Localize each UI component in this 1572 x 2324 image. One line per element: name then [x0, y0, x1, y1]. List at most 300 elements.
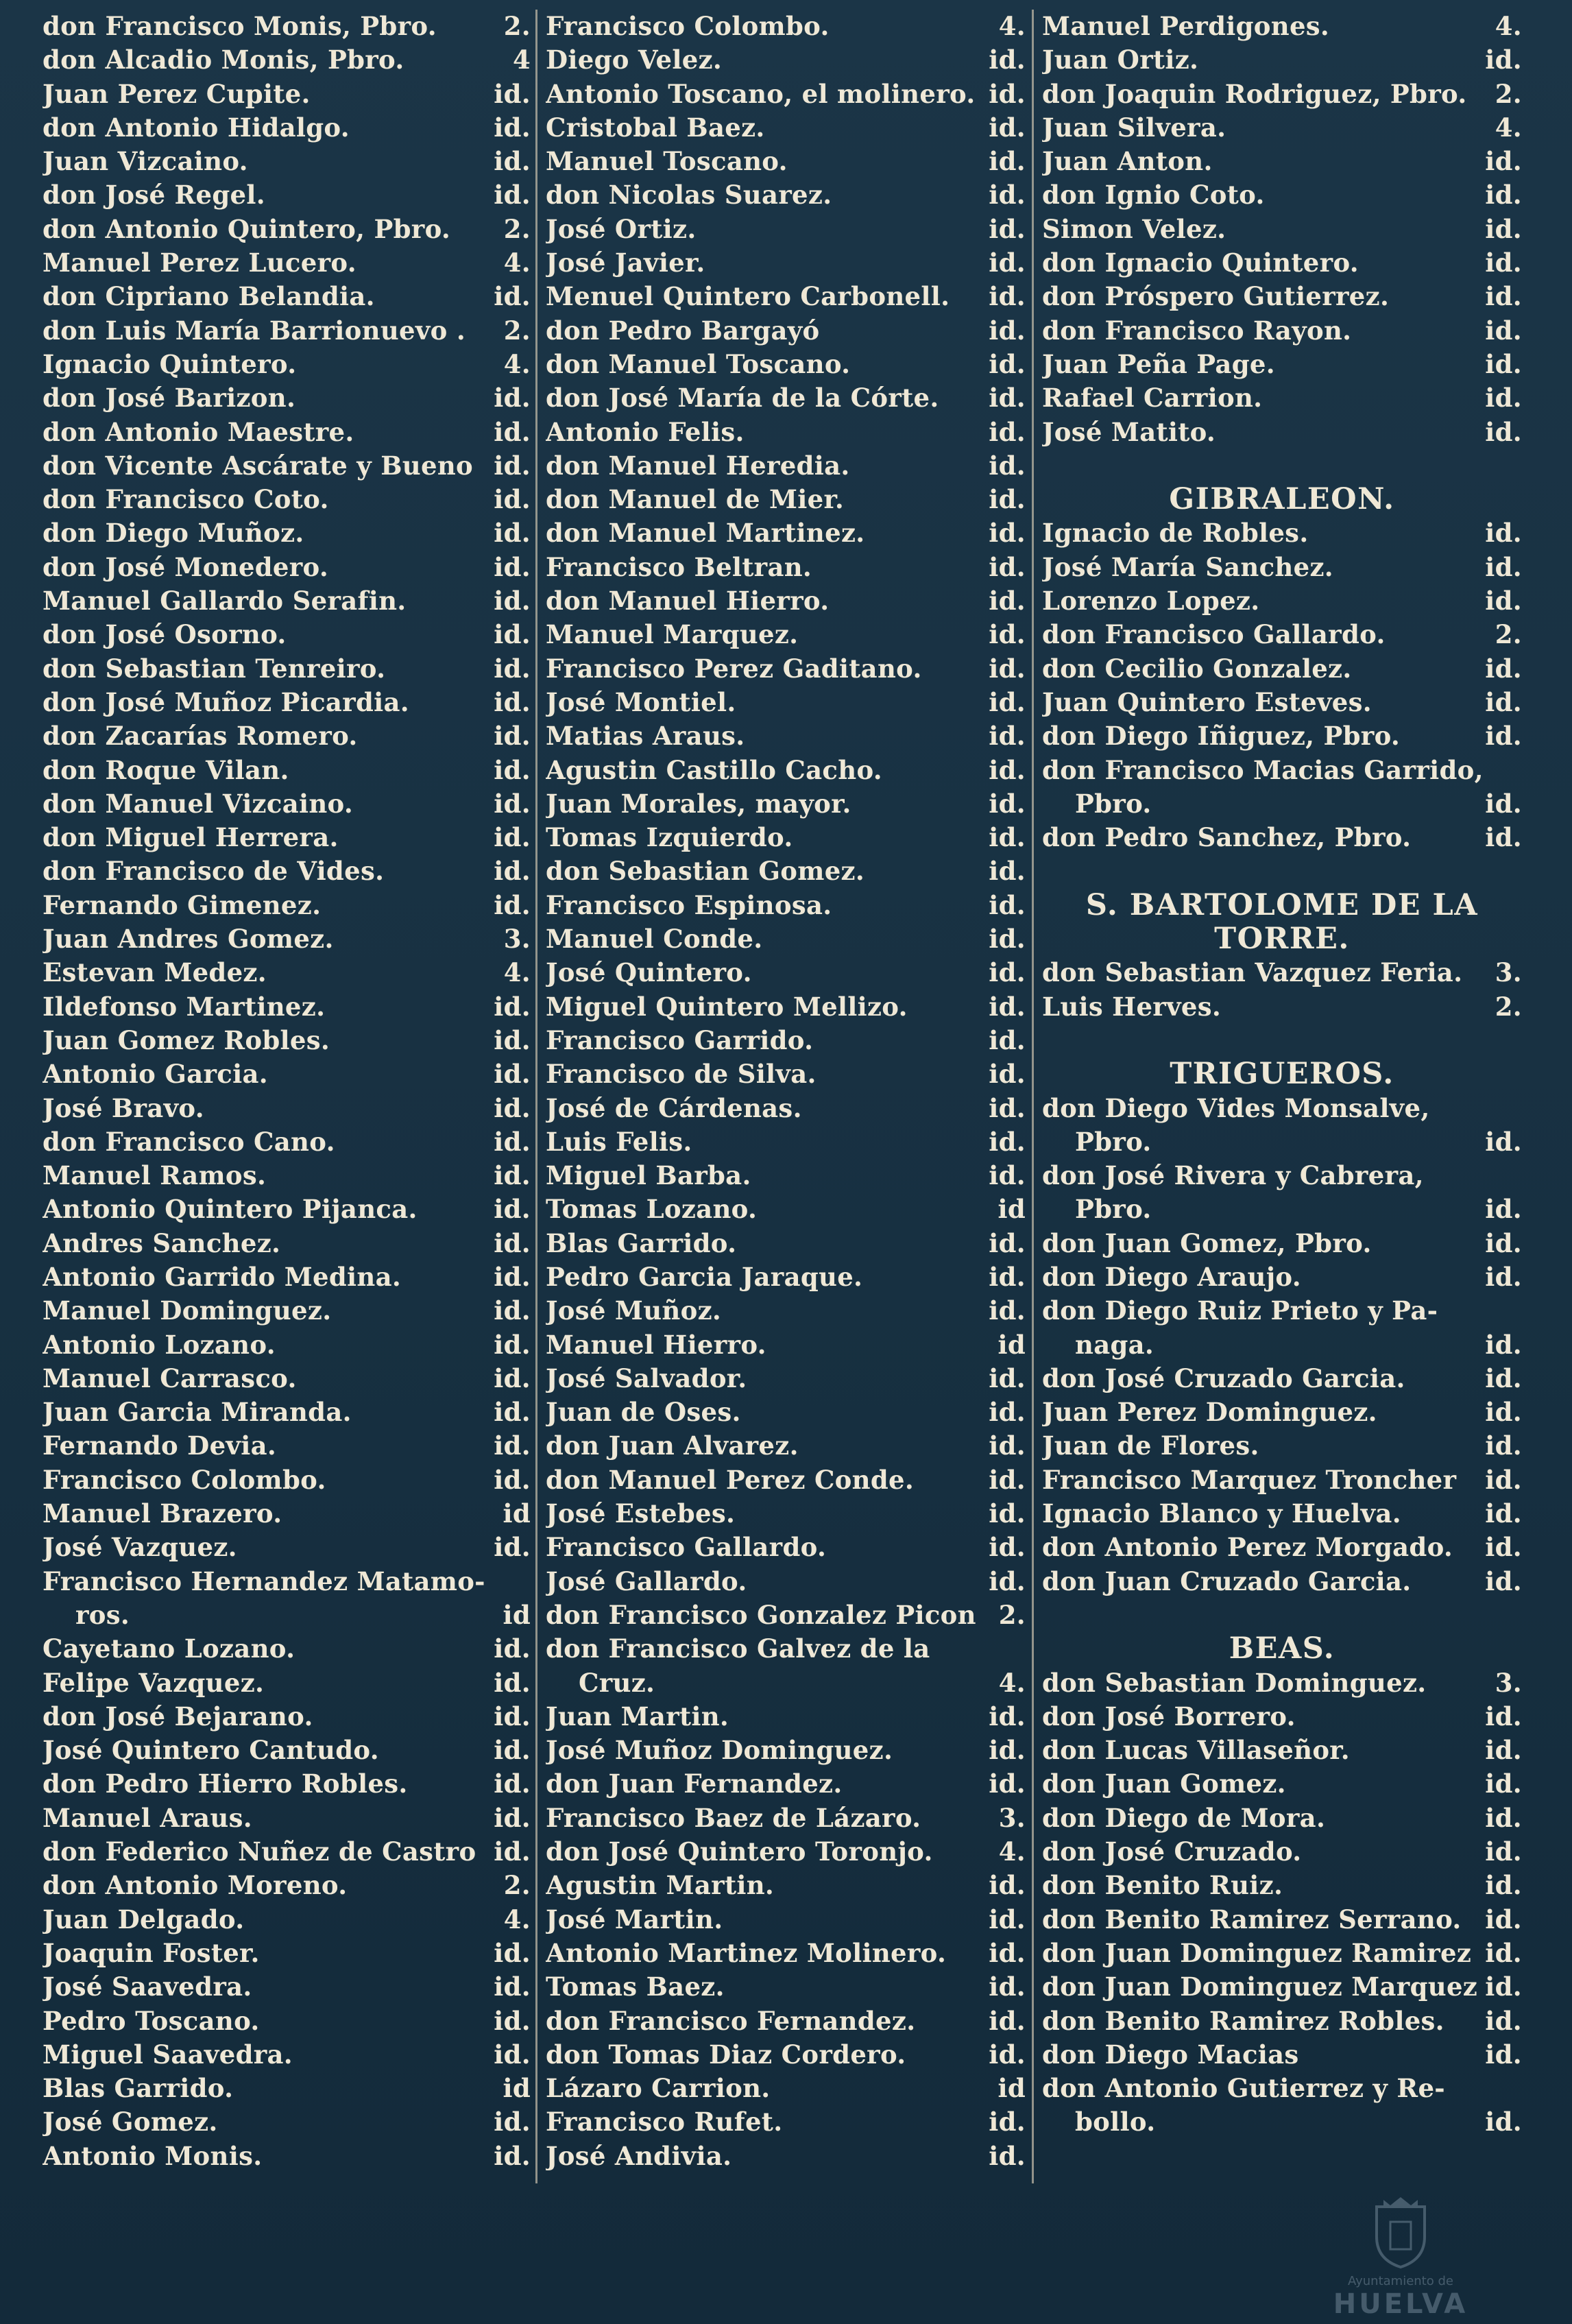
person-name: Ignacio Blanco y Huelva.	[1042, 1498, 1401, 1529]
person-name: don Sebastian Tenreiro.	[43, 653, 386, 684]
person-name: Juan Quintero Esteves.	[1042, 686, 1372, 717]
person-name: don Luis María Barrionuevo .	[43, 315, 466, 346]
quantity: 4.	[998, 1667, 1026, 1698]
quantity: id.	[494, 1295, 531, 1326]
quantity: id.	[1485, 1194, 1522, 1225]
person-name: don Diego Muñoz.	[43, 518, 304, 549]
person-name: don Nicolas Suarez.	[546, 180, 832, 211]
quantity: id.	[1485, 2039, 1522, 2070]
list-item	[43, 280, 531, 313]
quantity: id.	[989, 1972, 1026, 2002]
person-name: don Ignio Coto.	[1042, 180, 1265, 211]
quantity: 4.	[998, 1836, 1026, 1867]
quantity: id.	[494, 1363, 531, 1393]
person-name: José Vazquez.	[43, 1532, 237, 1563]
quantity: id.	[1485, 180, 1522, 211]
quantity: id.	[989, 551, 1026, 582]
list-item	[43, 1395, 531, 1429]
quantity: id.	[494, 822, 531, 853]
list-item	[546, 2105, 1026, 2139]
list-item	[546, 280, 1026, 313]
list-item	[546, 719, 1026, 753]
quantity: id.	[1485, 686, 1522, 717]
list-item	[43, 178, 531, 212]
quantity: id.	[989, 315, 1026, 346]
list-item-continuation	[1042, 1328, 1522, 1362]
quantity: id.	[989, 1532, 1026, 1563]
person-name: don Antonio Moreno.	[43, 1870, 348, 1901]
list-item	[43, 1497, 531, 1531]
person-name: don Antonio Gutierrez y Re-	[1042, 2073, 1445, 2104]
list-item	[43, 1632, 531, 1666]
list-item-continuation	[1042, 1125, 1522, 1159]
quantity: id.	[989, 1464, 1026, 1495]
list-item	[546, 922, 1026, 956]
quantity: id.	[989, 1295, 1026, 1326]
list-item	[546, 2140, 1026, 2173]
person-name: Cristobal Baez.	[546, 112, 765, 143]
person-name: don Federico Nuñez de Castro	[43, 1836, 476, 1867]
list-item	[1042, 584, 1522, 618]
person-name: don Diego Macias	[1042, 2039, 1299, 2070]
quantity: id.	[494, 450, 531, 481]
list-item	[43, 1700, 531, 1734]
quantity: id.	[989, 1160, 1026, 1191]
person-name: don Francisco Rayon.	[1042, 315, 1352, 346]
list-item	[546, 584, 1026, 618]
list-item	[1042, 246, 1522, 280]
quantity: id.	[494, 551, 531, 582]
quantity: id.	[989, 1092, 1026, 1123]
person-name: don Antonio Hidalgo.	[43, 112, 350, 143]
person-name: don Francisco Cano.	[43, 1126, 335, 1157]
list-item	[43, 1057, 531, 1091]
person-name: don José Quintero Toronjo.	[546, 1836, 933, 1867]
person-name: don Manuel Heredia.	[546, 450, 850, 481]
quantity: id.	[989, 180, 1026, 211]
list-item	[546, 1057, 1026, 1091]
quantity: 2.	[503, 1870, 531, 1901]
list-item	[43, 1869, 531, 1902]
list-item	[546, 821, 1026, 854]
list-item	[546, 1734, 1026, 1767]
person-name: don Pedro Bargayó	[546, 315, 820, 346]
person-name: Juan de Oses.	[546, 1397, 741, 1428]
list-item	[546, 246, 1026, 280]
quantity: id.	[989, 754, 1026, 785]
list-item	[546, 551, 1026, 584]
person-name: don Benito Ramirez Serrano.	[1042, 1904, 1462, 1934]
person-name: Pedro Garcia Jaraque.	[546, 1261, 863, 1292]
column-divider-1	[535, 10, 537, 2183]
list-item	[43, 652, 531, 686]
quantity: id.	[1485, 1261, 1522, 1292]
list-item	[546, 1227, 1026, 1260]
list-item	[546, 10, 1026, 43]
person-name: Manuel Carrasco.	[43, 1363, 297, 1393]
quantity: id.	[494, 78, 531, 109]
quantity: id.	[989, 518, 1026, 549]
person-name: don Sebastian Dominguez.	[1042, 1667, 1427, 1698]
person-name: Manuel Marquez.	[546, 619, 799, 650]
quantity: id.	[494, 1025, 531, 1055]
person-name: Juan Perez Cupite.	[43, 78, 311, 109]
person-name: don Manuel Hierro.	[546, 586, 830, 616]
list-item	[1042, 1260, 1522, 1294]
person-name: don Ignacio Quintero.	[1042, 248, 1359, 278]
column-2	[546, 10, 1026, 2173]
quantity: id.	[989, 213, 1026, 244]
person-name: Manuel Toscano.	[546, 146, 788, 177]
quantity: id.	[494, 754, 531, 785]
quantity: id.	[989, 889, 1026, 920]
list-item	[43, 516, 531, 550]
person-name: don Joaquin Rodriguez, Pbro.	[1042, 78, 1467, 109]
quantity: id.	[1485, 348, 1522, 379]
quantity: id.	[989, 78, 1026, 109]
list-item	[43, 449, 531, 483]
person-name: Juan Andres Gomez.	[43, 924, 334, 955]
list-item	[1042, 145, 1522, 178]
list-item	[1042, 516, 1522, 550]
person-name: Tomas Lozano.	[546, 1194, 758, 1225]
quantity: id.	[989, 721, 1026, 752]
list-item	[1042, 1869, 1522, 1902]
quantity: id.	[494, 991, 531, 1022]
quantity: id	[503, 1498, 531, 1529]
quantity: id.	[989, 924, 1026, 955]
list-item	[1042, 10, 1522, 43]
list-item	[1042, 1903, 1522, 1937]
list-item	[1042, 1092, 1522, 1125]
quantity: id.	[989, 1025, 1026, 1055]
list-item	[43, 1024, 531, 1057]
list-item	[1042, 1227, 1522, 1260]
person-name: don Juan Fernandez.	[546, 1769, 843, 1799]
list-item	[43, 1159, 531, 1193]
quantity: id.	[494, 281, 531, 312]
quantity: 4.	[998, 11, 1026, 41]
person-name: don Francisco Galvez de la	[546, 1633, 930, 1664]
watermark-line-2: HUELVA	[1333, 2288, 1468, 2320]
quantity: id.	[989, 2039, 1026, 2070]
list-item	[43, 2140, 531, 2173]
quantity: id.	[989, 1363, 1026, 1393]
person-name: José Estebes.	[546, 1498, 736, 1529]
quantity: id.	[494, 416, 531, 447]
list-item	[1042, 77, 1522, 111]
quantity: 2.	[503, 11, 531, 41]
person-name: Juan Silvera.	[1042, 112, 1226, 143]
person-name: Lorenzo Lopez.	[1042, 586, 1260, 616]
quantity: id.	[494, 1633, 531, 1664]
list-item	[546, 990, 1026, 1024]
quantity: id.	[1485, 281, 1522, 312]
person-name: Manuel Araus.	[43, 1802, 252, 1833]
person-name: Miguel Barba.	[546, 1160, 751, 1191]
person-name: Luis Herves.	[1042, 991, 1222, 1022]
quantity: id.	[989, 2005, 1026, 2036]
quantity: id.	[1485, 822, 1522, 853]
list-item	[43, 922, 531, 956]
person-name: don Manuel Perez Conde.	[546, 1464, 915, 1495]
list-item-continuation	[1042, 1193, 1522, 1226]
person-name: don Juan Dominguez Ramirez	[1042, 1937, 1472, 1968]
quantity: id.	[494, 146, 531, 177]
person-name: Francisco Hernandez Matamo-	[43, 1566, 485, 1596]
quantity: id.	[494, 1701, 531, 1732]
person-name: Antonio Garrido Medina.	[43, 1261, 402, 1292]
quantity: id.	[1485, 1870, 1522, 1901]
quantity: id.	[989, 788, 1026, 819]
person-name: Ildefonso Martinez.	[43, 991, 326, 1022]
person-name: Pedro Toscano.	[43, 2005, 260, 2036]
person-name: Manuel Brazero.	[43, 1498, 282, 1529]
quantity: id.	[989, 1870, 1026, 1901]
person-name: don Francisco Macias Garrido,	[1042, 754, 1484, 785]
person-name: don Diego Vides Monsalve,	[1042, 1092, 1430, 1123]
person-name: don José Regel.	[43, 180, 265, 211]
list-item	[546, 1869, 1026, 1902]
person-name: don Diego Iñiguez, Pbro.	[1042, 721, 1401, 752]
quantity: 4.	[503, 248, 531, 278]
quantity: id.	[989, 1735, 1026, 1766]
quantity: id.	[1485, 653, 1522, 684]
person-name: Matias Araus.	[546, 721, 745, 752]
person-name: Juan Perez Dominguez.	[1042, 1397, 1377, 1428]
person-name: Ignacio Quintero.	[43, 348, 297, 379]
person-name: don Juan Gomez.	[1042, 1769, 1286, 1799]
person-name: don José Barizon.	[43, 383, 296, 414]
list-item	[43, 1125, 531, 1159]
list-item	[1042, 1734, 1522, 1767]
person-name: Antonio Martinez Molinero.	[546, 1937, 947, 1968]
list-item	[546, 449, 1026, 483]
quantity: id.	[989, 822, 1026, 853]
quantity: id.	[494, 1532, 531, 1563]
person-name: Francisco Colombo.	[546, 11, 830, 41]
quantity: id.	[1485, 1430, 1522, 1461]
person-name: Luis Felis.	[546, 1126, 692, 1157]
person-name: Francisco Gallardo.	[546, 1532, 827, 1563]
list-item	[43, 854, 531, 888]
quantity: id.	[494, 1227, 531, 1258]
person-name: Francisco Baez de Lázaro.	[546, 1802, 921, 1833]
quantity: id.	[989, 1227, 1026, 1258]
quantity: id.	[1485, 1769, 1522, 1799]
person-name: Juan Garcia Miranda.	[43, 1397, 352, 1428]
person-name: don Francisco Gallardo.	[1042, 619, 1386, 650]
list-item	[546, 1294, 1026, 1328]
list-item	[546, 348, 1026, 381]
quantity: id.	[494, 1397, 531, 1428]
quantity: id.	[989, 2140, 1026, 2171]
list-item	[546, 1125, 1026, 1159]
quantity: id.	[989, 416, 1026, 447]
person-name: don Juan Gomez, Pbro.	[1042, 1227, 1372, 1258]
section-heading: TRIGUEROS.	[1170, 1057, 1394, 1092]
list-item	[43, 889, 531, 922]
list-item-continuation	[43, 1598, 531, 1632]
quantity: id	[503, 2073, 531, 2104]
list-item	[1042, 1970, 1522, 2004]
section-heading: GIBRALEON.	[1169, 482, 1395, 517]
list-item	[43, 1734, 531, 1767]
quantity: id.	[989, 1498, 1026, 1529]
quantity: id.	[1485, 518, 1522, 549]
list-item	[43, 821, 531, 854]
quantity: id.	[1485, 1937, 1522, 1968]
person-name: Juan Anton.	[1042, 146, 1213, 177]
quantity: id.	[989, 2107, 1026, 2137]
quantity: id.	[1485, 1532, 1522, 1563]
list-item	[546, 956, 1026, 990]
quantity: id.	[1485, 1498, 1522, 1529]
person-name: José Muñoz Dominguez.	[546, 1735, 893, 1766]
list-item	[43, 1801, 531, 1835]
list-item	[546, 1328, 1026, 1362]
list-item	[546, 314, 1026, 348]
quantity: id.	[989, 281, 1026, 312]
quantity: id	[997, 1194, 1026, 1225]
person-name: Antonio Toscano, el molinero.	[546, 78, 976, 109]
person-name: Diego Velez.	[546, 45, 723, 75]
person-name: don Francisco Fernandez.	[546, 2005, 916, 2036]
quantity: id.	[494, 1092, 531, 1123]
list-item	[546, 111, 1026, 145]
person-name: don Juan Alvarez.	[546, 1430, 799, 1461]
list-item	[546, 1801, 1026, 1835]
list-item	[1042, 1700, 1522, 1734]
list-item	[546, 1700, 1026, 1734]
quantity: 3.	[998, 1802, 1026, 1833]
list-item	[43, 1260, 531, 1294]
quantity: id.	[989, 1937, 1026, 1968]
quantity: 4.	[503, 957, 531, 988]
list-item	[1042, 551, 1522, 584]
list-item	[43, 584, 531, 618]
list-item	[546, 686, 1026, 719]
list-item	[546, 1024, 1026, 1057]
quantity: id.	[1485, 1464, 1522, 1495]
person-name: José Quintero.	[546, 957, 752, 988]
person-name: don José María de la Córte.	[546, 383, 939, 414]
list-item	[546, 1632, 1026, 1666]
column-3	[1042, 10, 1522, 2140]
person-name: don Cecilio Gonzalez.	[1042, 653, 1352, 684]
quantity: 2.	[503, 315, 531, 346]
list-item	[43, 10, 531, 43]
quantity: id.	[989, 1769, 1026, 1799]
person-name: Ignacio de Robles.	[1042, 518, 1309, 549]
quantity: id.	[494, 686, 531, 717]
list-item	[43, 1362, 531, 1395]
quantity: id.	[989, 1126, 1026, 1157]
person-name: don Roque Vilan.	[43, 754, 289, 785]
list-item	[1042, 1395, 1522, 1429]
list-item	[43, 314, 531, 348]
list-item	[1042, 1429, 1522, 1463]
list-item	[546, 1395, 1026, 1429]
person-name: don Diego de Mora.	[1042, 1802, 1326, 1833]
list-item	[43, 1767, 531, 1801]
quantity: id.	[494, 653, 531, 684]
list-item	[546, 1193, 1026, 1226]
list-item	[546, 483, 1026, 516]
quantity: id.	[989, 248, 1026, 278]
quantity: id.	[1485, 2005, 1522, 2036]
person-name: don Antonio Maestre.	[43, 416, 354, 447]
list-item	[546, 2072, 1026, 2105]
person-name: Fernando Gimenez.	[43, 889, 322, 920]
quantity: id.	[494, 484, 531, 515]
person-name: don Tomas Diaz Cordero.	[546, 2039, 906, 2070]
person-name: don Benito Ruiz.	[1042, 1870, 1283, 1901]
quantity: id.	[1485, 248, 1522, 278]
quantity: 3.	[1495, 1667, 1522, 1698]
list-item	[1042, 416, 1522, 449]
list-item	[546, 854, 1026, 888]
list-item	[546, 1497, 1026, 1531]
quantity: 2.	[503, 213, 531, 244]
list-item	[43, 1565, 531, 1598]
quantity: id.	[1485, 1227, 1522, 1258]
person-name: don Francisco Coto.	[43, 484, 329, 515]
list-item	[1042, 1463, 1522, 1497]
person-name: José Ortiz.	[546, 213, 697, 244]
quantity: id.	[494, 619, 531, 650]
list-item	[546, 1565, 1026, 1598]
column-1	[43, 10, 531, 2173]
person-name: Simon Velez.	[1042, 213, 1226, 244]
quantity: id.	[494, 1972, 531, 2002]
quantity: id.	[989, 450, 1026, 481]
person-name: Pbro.	[1075, 1126, 1152, 1157]
list-item	[43, 246, 531, 280]
list-item	[43, 416, 531, 449]
person-name: José María Sanchez.	[1042, 551, 1333, 582]
quantity: id.	[1485, 315, 1522, 346]
person-name: Francisco Perez Gaditano.	[546, 653, 922, 684]
quantity: id.	[989, 112, 1026, 143]
quantity: id.	[1485, 1566, 1522, 1596]
person-name: José Gomez.	[43, 2107, 218, 2137]
person-name: Manuel Dominguez.	[43, 1295, 332, 1326]
person-name: don Lucas Villaseñor.	[1042, 1735, 1350, 1766]
person-name: Antonio Felis.	[546, 416, 745, 447]
list-item	[1042, 618, 1522, 651]
person-name: Manuel Perez Lucero.	[43, 248, 356, 278]
list-item	[43, 1835, 531, 1869]
list-item	[546, 787, 1026, 821]
person-name: don Cipriano Belandia.	[43, 281, 375, 312]
person-name: Agustin Castillo Cacho.	[546, 754, 882, 785]
quantity: id.	[1485, 213, 1522, 244]
list-item	[43, 2038, 531, 2072]
list-item	[1042, 314, 1522, 348]
list-item	[546, 1970, 1026, 2004]
person-name: don Manuel Martinez.	[546, 518, 865, 549]
person-name: don Sebastian Vazquez Feria.	[1042, 957, 1463, 988]
list-item	[1042, 1801, 1522, 1835]
person-name: Antonio Garcia.	[43, 1059, 268, 1090]
list-item	[43, 213, 531, 246]
quantity: id.	[494, 889, 531, 920]
list-item	[1042, 686, 1522, 719]
quantity: id.	[494, 112, 531, 143]
person-name: José Quintero Cantudo.	[43, 1735, 379, 1766]
quantity: id.	[1485, 2107, 1522, 2137]
